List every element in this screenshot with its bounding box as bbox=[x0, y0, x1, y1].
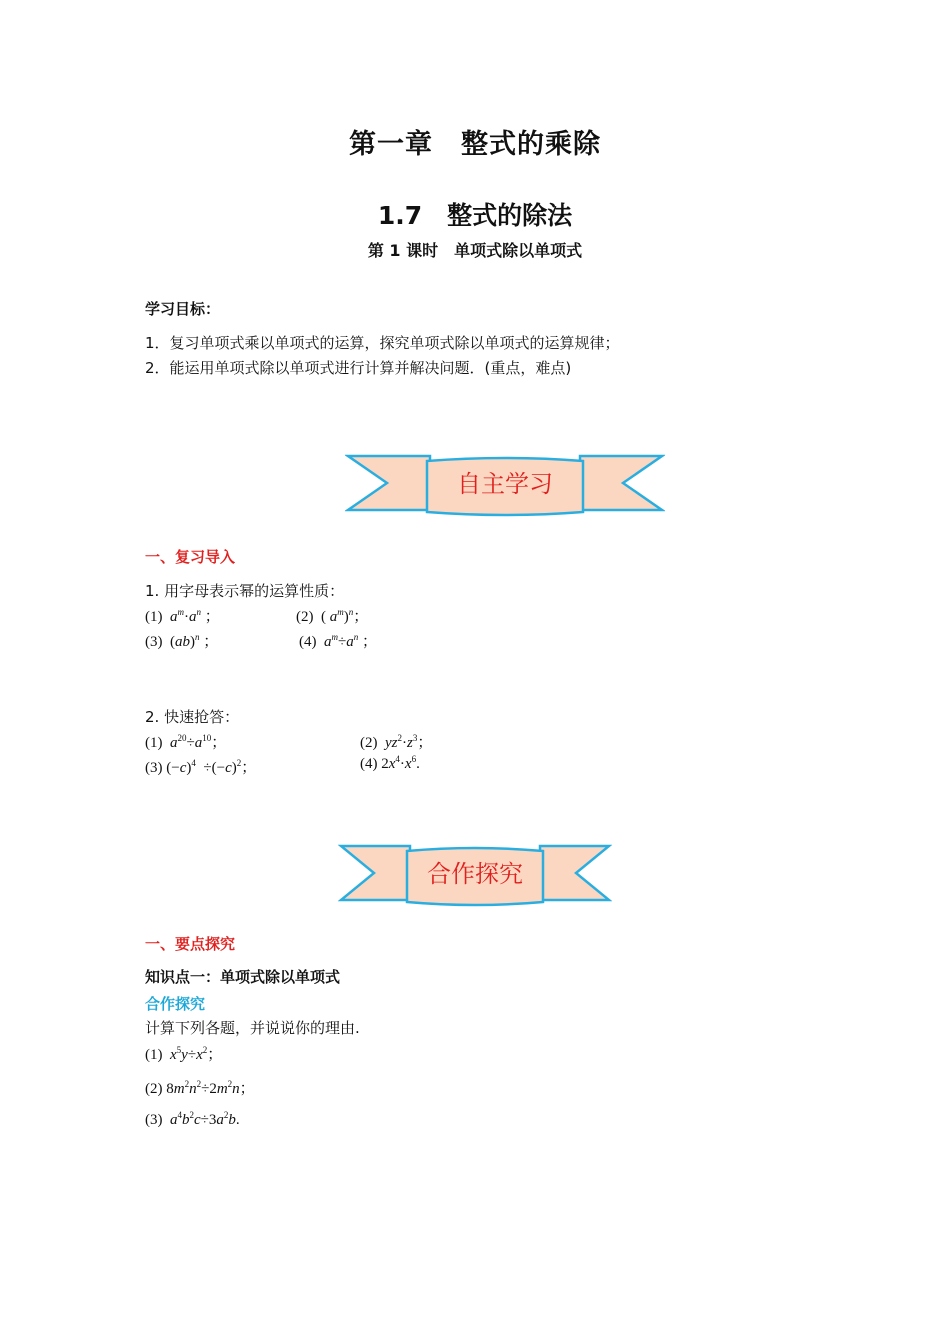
q1-item-2: (2) ( $a^m)^n$； bbox=[296, 607, 369, 625]
q2-item-4: (4) $2x^4\cdot x^6$. bbox=[360, 754, 420, 772]
objectives-heading: 学习目标： bbox=[145, 300, 221, 318]
part1-heading: 一、复习导入 bbox=[145, 548, 236, 566]
exercise-item-1: (1) $x^5y\div x^2$； bbox=[145, 1045, 223, 1063]
knowledge-point-title: 知识点一：单项式除以单项式 bbox=[145, 968, 341, 986]
exercise-item-2: (2) $8m^2n^2\div 2m^2n$； bbox=[145, 1079, 255, 1097]
lesson-title: 第 1 课时 单项式除以单项式 bbox=[367, 241, 583, 260]
objective-item-1: 1．复习单项式乘以单项式的运算，探究单项式除以单项式的运算规律； bbox=[145, 334, 620, 352]
q2-title: 2. 快速抢答： bbox=[145, 708, 240, 726]
banner-left-tail bbox=[341, 846, 410, 900]
part2-heading: 一、要点探究 bbox=[145, 935, 236, 953]
q2-item-2: (2) $yz^2\cdot z^3$； bbox=[360, 733, 433, 751]
section-title: 1.7 整式的除法 bbox=[377, 201, 573, 230]
banner-self-study bbox=[345, 452, 665, 518]
activity-label: 合作探究 bbox=[145, 995, 206, 1013]
q1-title: 1. 用字母表示幂的运算性质： bbox=[145, 582, 345, 600]
banner-label: 合作探究 bbox=[427, 860, 523, 888]
exercise-prompt: 计算下列各题，并说说你的理由. bbox=[145, 1019, 360, 1037]
banner-right-tail bbox=[580, 456, 662, 510]
q2-item-3: (3) $(-c)^4 \div(-c)^2$； bbox=[145, 758, 257, 776]
banner-cooperative-inquiry bbox=[338, 842, 612, 908]
banner-label: 自主学习 bbox=[457, 470, 553, 498]
q1-item-3: (3) (ab)$^n$ ； bbox=[145, 632, 219, 650]
banner-left-tail bbox=[348, 456, 430, 510]
q1-item-4: (4) $a^m\div a^n$ ； bbox=[299, 632, 377, 650]
exercise-item-3: (3) $a^4b^2c\div 3a^2b$. bbox=[145, 1110, 240, 1128]
objective-item-2: 2．能运用单项式除以单项式进行计算并解决问题．(重点，难点) bbox=[145, 359, 572, 377]
q2-item-1: (1) $a^{20}\div a^{10}$； bbox=[145, 733, 227, 751]
banner-right-tail bbox=[540, 846, 609, 900]
chapter-title: 第一章 整式的乘除 bbox=[349, 129, 601, 160]
q1-item-1: (1) $a^m\cdot a^n$ ； bbox=[145, 607, 220, 625]
